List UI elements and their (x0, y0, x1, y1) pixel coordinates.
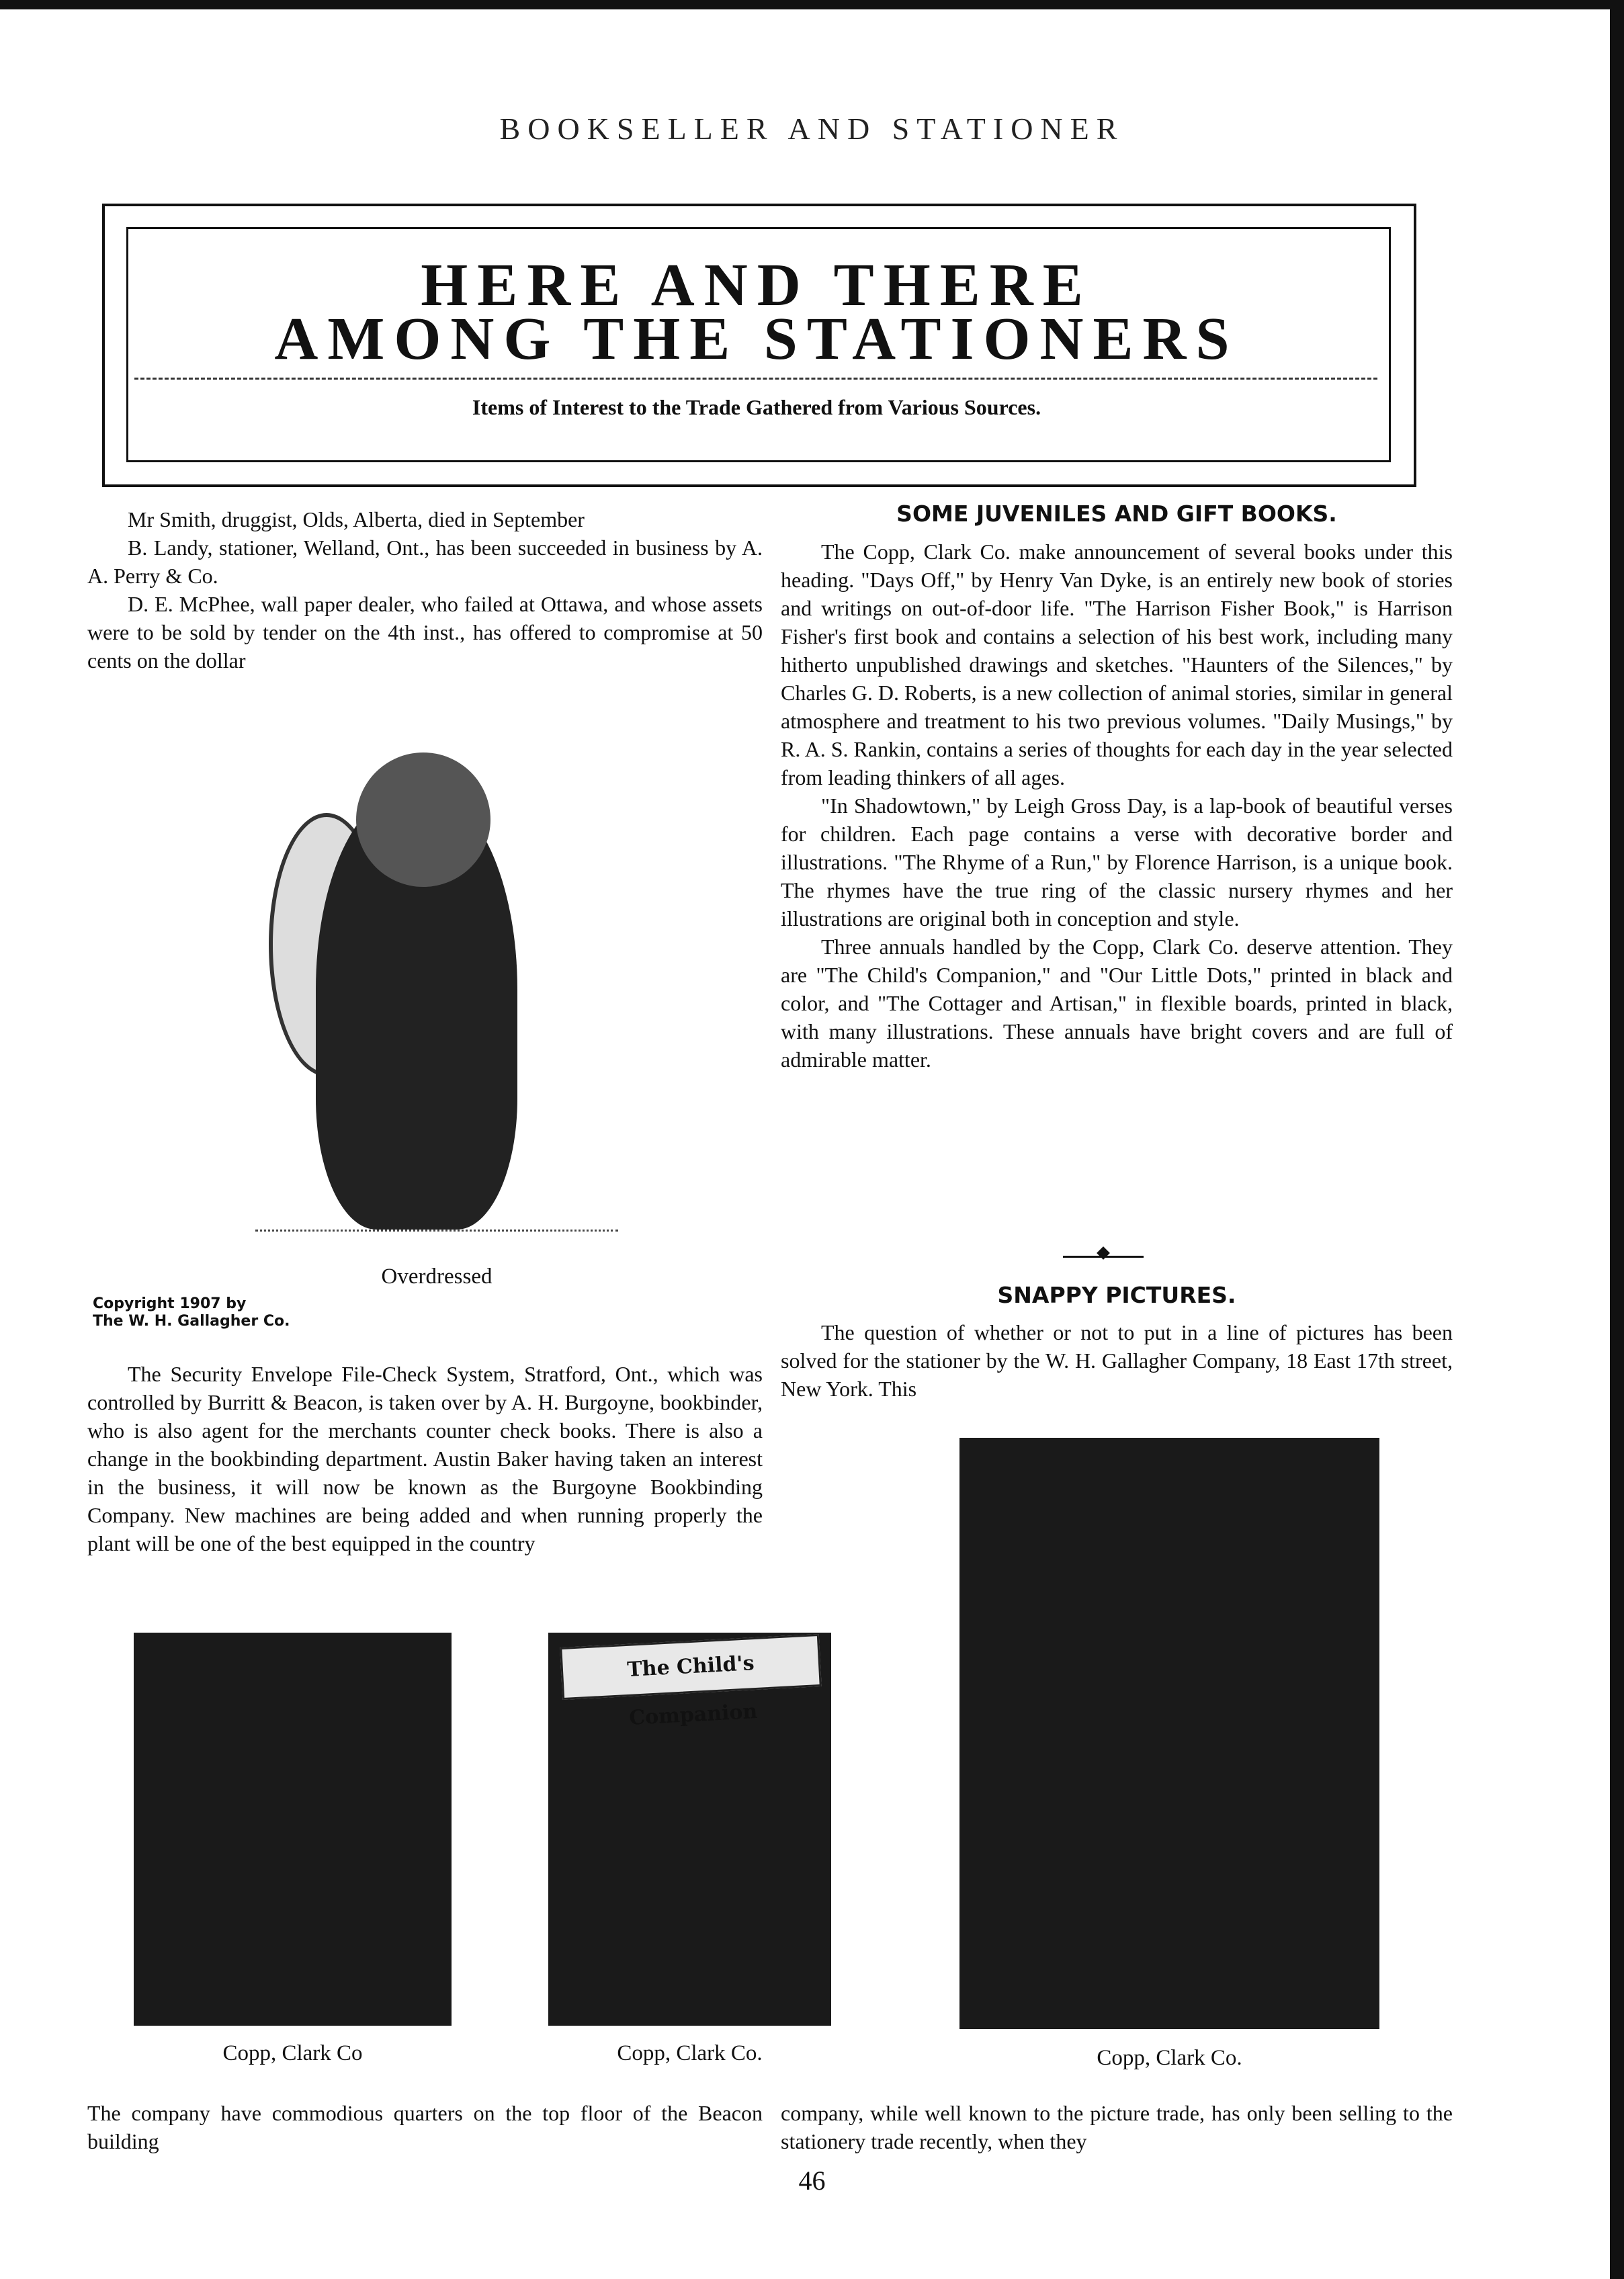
figure-caption-c: Copp, Clark Co. (1097, 2046, 1242, 2070)
banner-title-line1: HERE AND THERE (421, 252, 1093, 318)
page-number: 46 (798, 2165, 826, 2196)
santa-caption: Overdressed (381, 1264, 493, 1289)
paragraph: D. E. McPhee, wall paper dealer, who failed at Ottawa, and whose assets were to be sold by tender on the 4th inst., has offered to compromise at 50 cents on the dollar (87, 592, 763, 673)
left-column-security-envelope (87, 1360, 763, 1557)
right-column-snappy-pictures (781, 1318, 1453, 1403)
paragraph: The company have commodious quarters on the top floor of the Beacon building (87, 2101, 763, 2153)
figure-caption-b: Copp, Clark Co. (617, 2041, 763, 2065)
paragraph: Three annuals handled by the Copp, Clark Co. deserve attention. They are "The Child's Companion," and "Our Little Dots," printed in black and color, and "The Cottager and Artisan," in flexible boards, printed in black, with many illustrations. These annuals have bright covers and are full of admirable matter. (781, 935, 1453, 1072)
santa-head-shape (356, 752, 490, 887)
section-title-juveniles: SOME JUVENILES AND GIFT BOOKS. (896, 501, 1337, 527)
bottom-left-text (87, 2099, 763, 2155)
copyright-notice (93, 1295, 375, 1330)
paragraph: The Copp, Clark Co. make announcement of several books under this heading. "Days Off," by Henry Van Dyke, is an entirely new book of stories and writings on out-of-door life. "The Harrison Fisher Book," is Harrison Fisher's first book and contains a selection of his best work, including many hitherto unpublished drawings and sketches. "Haunters of the Silences," by Charles G. D. Roberts, is a new collection of animal stories, similar in general atmosphere and treatment to his two previous volumes. "Daily Musings," by R. A. S. Rankin, contains a series of thoughts for each day in the year selected from leading thinkers of all ages. (781, 540, 1453, 789)
bottom-right-text (781, 2099, 1453, 2155)
paragraph: The Security Envelope File-Check System, Stratford, Ont., which was controlled by Burritt & Beacon, is taken over by A. H. Burgoyne, bookbinder, who is also agent for the merchants counter check books. There is also a change in the bookbinding department. Austin Baker having taken an interest in the business, it will now be known as the Burgoyne Bookbinding Company. New machines are being added and when running properly the plant will be one of the best equipped in the country (87, 1362, 763, 1555)
banner-divider (134, 378, 1377, 380)
book-cover-image-a (134, 1633, 452, 2026)
paragraph: Mr Smith, druggist, Olds, Alberta, died in September (128, 507, 585, 531)
banner-title-line2: AMONG THE STATIONERS (274, 306, 1239, 372)
section-title-snappy-pictures: SNAPPY PICTURES. (997, 1282, 1236, 1308)
paragraph: B. Landy, stationer, Welland, Ont., has been succeeded in business by A. A. Perry & Co. (87, 535, 763, 588)
illustration-floor-line (255, 1230, 618, 1232)
banner-subtitle: Items of Interest to the Trade Gathered from Various Sources. (472, 395, 1041, 419)
copyright-text: Copyright 1907 by The W. H. Gallagher Co. (93, 1295, 290, 1330)
left-column-notes (87, 505, 763, 675)
picture-image-c (959, 1438, 1379, 2029)
paragraph: "In Shadowtown," by Leigh Gross Day, is a lap-book of beautiful verses for children. Each page contains a verse with decorative border and illustrations. "The Rhyme of a Run," by Florence Harrison, is a unique book. The rhymes have the true ring of the classic nursery rhymes and her illustrations are original both in conception and style. (781, 793, 1453, 931)
paragraph: company, while well known to the picture trade, has only been selling to the stationery trade recently, when they (781, 2101, 1453, 2153)
right-border (1610, 0, 1624, 2279)
cover-b-title-text: The Child's Companion (626, 1651, 759, 1730)
figure-caption-a: Copp, Clark Co (222, 2041, 363, 2065)
paragraph: The question of whether or not to put in a line of pictures has been solved for the stationer by the W. H. Gallagher Company, 18 East 17th street, New York. This (781, 1320, 1453, 1401)
running-head: BOOKSELLER AND STATIONER (499, 112, 1125, 146)
top-border (0, 0, 1624, 9)
right-column-juveniles (781, 538, 1453, 1074)
